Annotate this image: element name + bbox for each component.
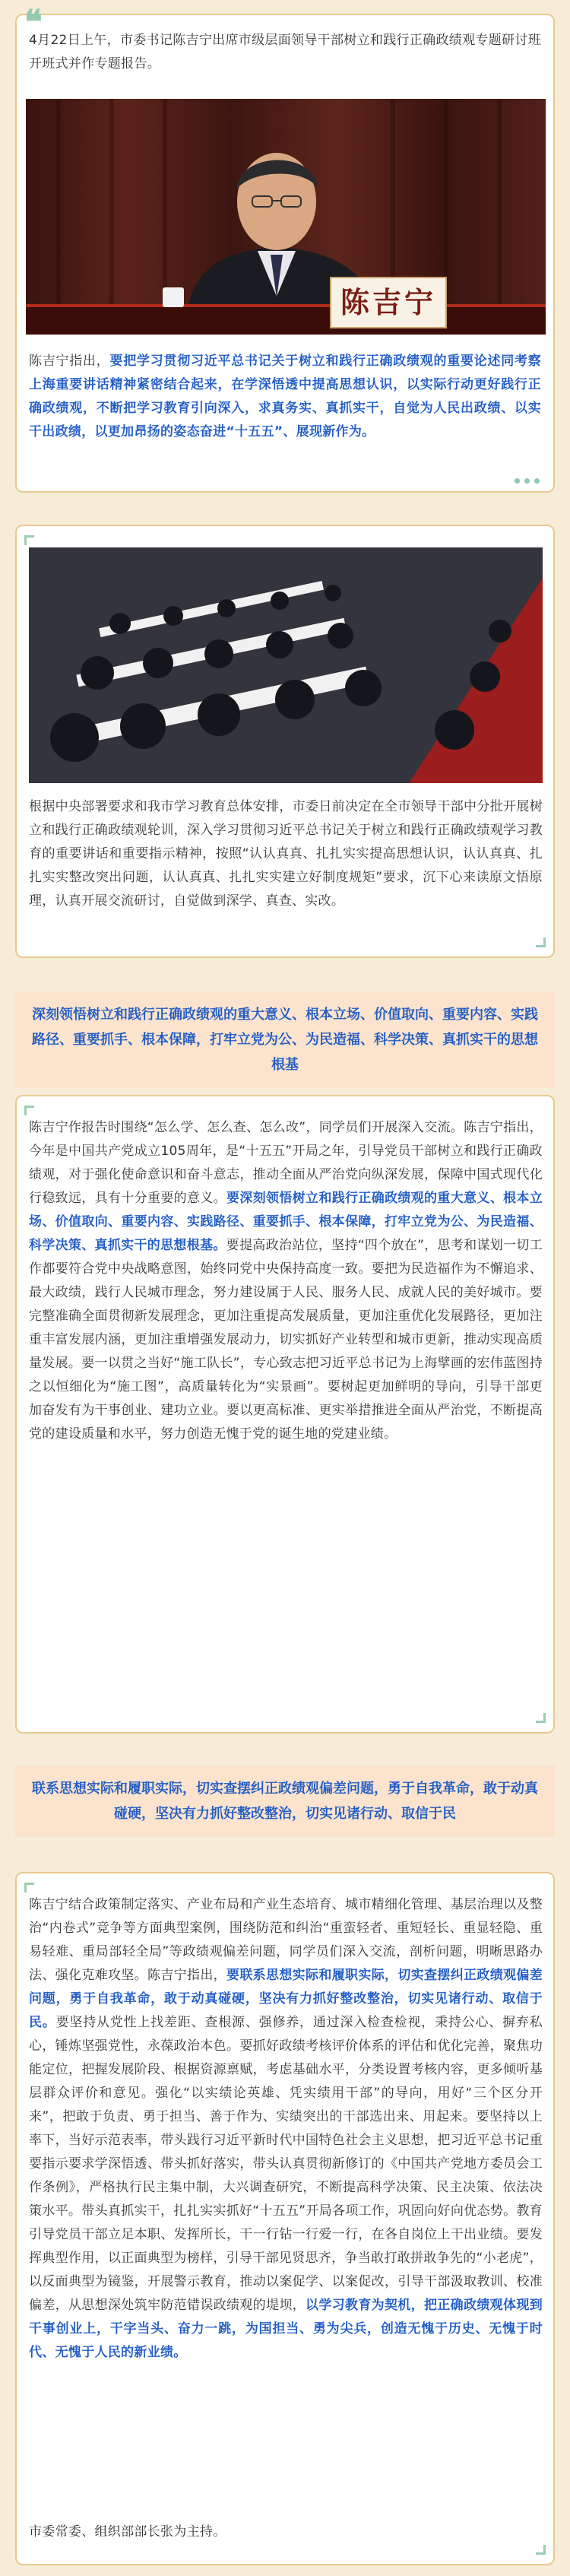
corner-icon	[24, 1106, 34, 1115]
section1-paragraph	[29, 1116, 543, 1446]
closing-line: 市委常委、组织部部长张为主持。	[29, 2524, 226, 2540]
section1-part1: 陈吉宁作报告时围绕“怎么学、怎么查、怎么改”，同学员们开展深入交流。陈吉宁指出，今年是中国共产党成立105周年，是“十五五”开局之年，引导党员干部树立和践行正确政绩观，对于强化使命意识和奋斗意志，推动全面从严治党向纵深发展，保障中国式现代化行稳致远，具有十分重要的意义。	[29, 1120, 543, 1206]
section2-paragraph	[29, 1893, 543, 2365]
meeting-paragraph: 根据中央部署要求和我市学习教育总体安排，市委日前决定在全市领导干部中分批开展树立和践行正确政绩观轮训，深入学习贯彻习近平总书记关于树立和践行正确政绩观学习教育的重要讲话和重要指示精神，按照“认认真真、扎扎实实提高思想认识，认认真真、扎扎实实整改突出问题，认认真真、扎扎实实建立好制度规矩”要求，沉下心来读原文悟原理，认真开展交流研讨，自觉做到深学、真查、实改。	[29, 799, 543, 909]
section2-card	[15, 1872, 555, 2565]
corner-icon	[24, 535, 34, 545]
corner-icon	[24, 1883, 34, 1892]
section2-part1: 陈吉宁结合政策制定落实、产业布局和产业生态培育、城市精细化管理、基层治理以及整治“内卷式”竞争等方面典型案例，围绕防范和纠治“重蛮轻者、重短轻长、重显轻隐、重易轻难、重局部轻全局”等政绩观偏差问题，同学员们深入交流，剖析问题，明晰思路办法、强化克难攻坚。陈吉宁指出，	[29, 1897, 543, 1983]
section1-highlight: 要深刻领悟树立和践行正确政绩观的重大意义、根本立场、价值取向、重要内容、实践路径、重要抓手、根本保障，打牢立党为公、为民造福、科学决策、真抓实干的思想根基。	[29, 1191, 543, 1253]
quote-icon: ❝	[24, 3, 43, 42]
section2-part2: 要坚持从党性上找差距、查根源、强修养，通过深入检查检视，秉持公心、摒弃私心，锤炼坚强党性，永葆政治本色。要抓好政绩考核评价体系的评估和优化完善，聚焦功能定位，把握发展阶段、根据资源禀赋，考虑基础水平，分类设置考核内容，更多倾听基层群众评价和意见。强化“以实绩论英雄、凭实绩用干部”的导向，用好“三个区分开来”，把敢于负责、勇于担当、善于作为、实绩突出的干部选出来、用起来。要坚持以上率下，当好示范表率，带头践行习近平新时代中国特色社会主义思想，把习近平总书记重要指示要求学深悟透、带头抓好落实，带头认真贯彻新修订的《中国共产党地方委员会工作条例》，严格执行民主集中制，大兴调查研究，不断提高科学决策、民主决策、依法决策水平。带头真抓实干，扎扎实实抓好“十五五”开局各项工作，巩固向好向优态势。教育引导党员干部立足本职、发挥所长，干一行钻一行爱一行，在各自岗位上干出业绩。要发挥典型作用，以正面典型为榜样，引导干部见贤思齐，争当敢打敢拼敢争先的“小老虎”，以反面典型为镜鉴，开展警示教育，推动以案促学、以案促改，引导干部汲取教训、校准偏差，从思想深处筑牢防范错误政绩观的堤坝，	[29, 2015, 543, 2313]
corner-icon	[536, 937, 546, 947]
meeting-card	[15, 525, 555, 958]
intro-lead: 4月22日上午，市委书记陈吉宁出席市级层面领导干部树立和践行正确政绩观专题研讨班开班式并作专题报告。	[29, 33, 541, 71]
decorative-dots	[515, 478, 540, 484]
section2-highlight-1: 要联系思想实际和履职实际，切实查摆纠正政绩观偏差问题，勇于自我革命，敢于动真碰硬，坚决有力抓好整改整治，切实见诸行动、取信于民。	[29, 1968, 543, 2030]
section2-highlight-2: 以学习教育为契机，把正确政绩观体现到干事创业上，干字当头、奋力一跳，为国担当、勇为尖兵，创造无愧于历史、无愧于时代、无愧于人民的新业绩。	[29, 2298, 543, 2360]
intro-paragraph-prefix: 陈吉宁指出，	[29, 354, 110, 369]
meeting-photo	[29, 547, 543, 783]
corner-icon	[536, 1713, 546, 1723]
speaker-illustration	[26, 99, 546, 335]
intro-paragraph-highlight: 要把学习贯彻习近平总书记关于树立和践行正确政绩观的重要论述同考察上海重要讲话精神紧密结合起来，在学深悟透中提高思想认识，以实际行动更好践行正确政绩观，不断把学习教育引向深入，求真务实、真抓实干，自觉为人民出政绩、以实干出政绩，以更加昂扬的姿态奋进“十五五”、展现新作为。	[29, 354, 541, 439]
speaker-photo	[26, 99, 546, 335]
section1-part2: 要提高政治站位，坚持“四个放在”，思考和谋划一切工作都要符合党中央战略意图，始终同党中央保持高度一致。要把为民造福作为不懈追求、最大政绩，践行人民城市理念，努力建设属于人民、服务人民、成就人民的美好城市。要完整准确全面贯彻新发展理念，更加注重提高发展质量，更加注重优化发展路径，更加注重丰富发展内涵，更加注重增强发展动力，切实抓好产业转型和城市更新，推动实现高质量发展。要一以贯之当好“施工队长”，专心致志把习近平总书记为上海擘画的宏伟蓝图持之以恒细化为“施工图”，高质量转化为“实景画”。要树起更加鲜明的导向，引导干部更加奋发有为干事创业、建功立业。要以更高标准、更实举措推进全面从严治党，不断提高党的建设质量和水平，努力创造无愧于党的诞生地的党建业绩。	[29, 1238, 543, 1442]
intro-card	[15, 3, 555, 493]
meeting-illustration	[29, 547, 543, 783]
section-banner-2: 联系思想实际和履职实际，切实查摆纠正政绩观偏差问题，勇于自我革命，敢于动真碰硬，坚决有力抓好整改整治，切实见诸行动、取信于民	[15, 1765, 555, 1837]
section1-card	[15, 1095, 555, 1734]
section-banner-1: 深刻领悟树立和践行正确政绩观的重大意义、根本立场、价值取向、重要内容、实践路径、重要抓手、根本保障，打牢立党为公、为民造福、科学决策、真抓实干的思想根基	[15, 991, 555, 1088]
corner-icon	[536, 2545, 546, 2555]
intro-paragraph	[29, 350, 541, 444]
nameplate: 陈吉宁	[330, 277, 447, 328]
